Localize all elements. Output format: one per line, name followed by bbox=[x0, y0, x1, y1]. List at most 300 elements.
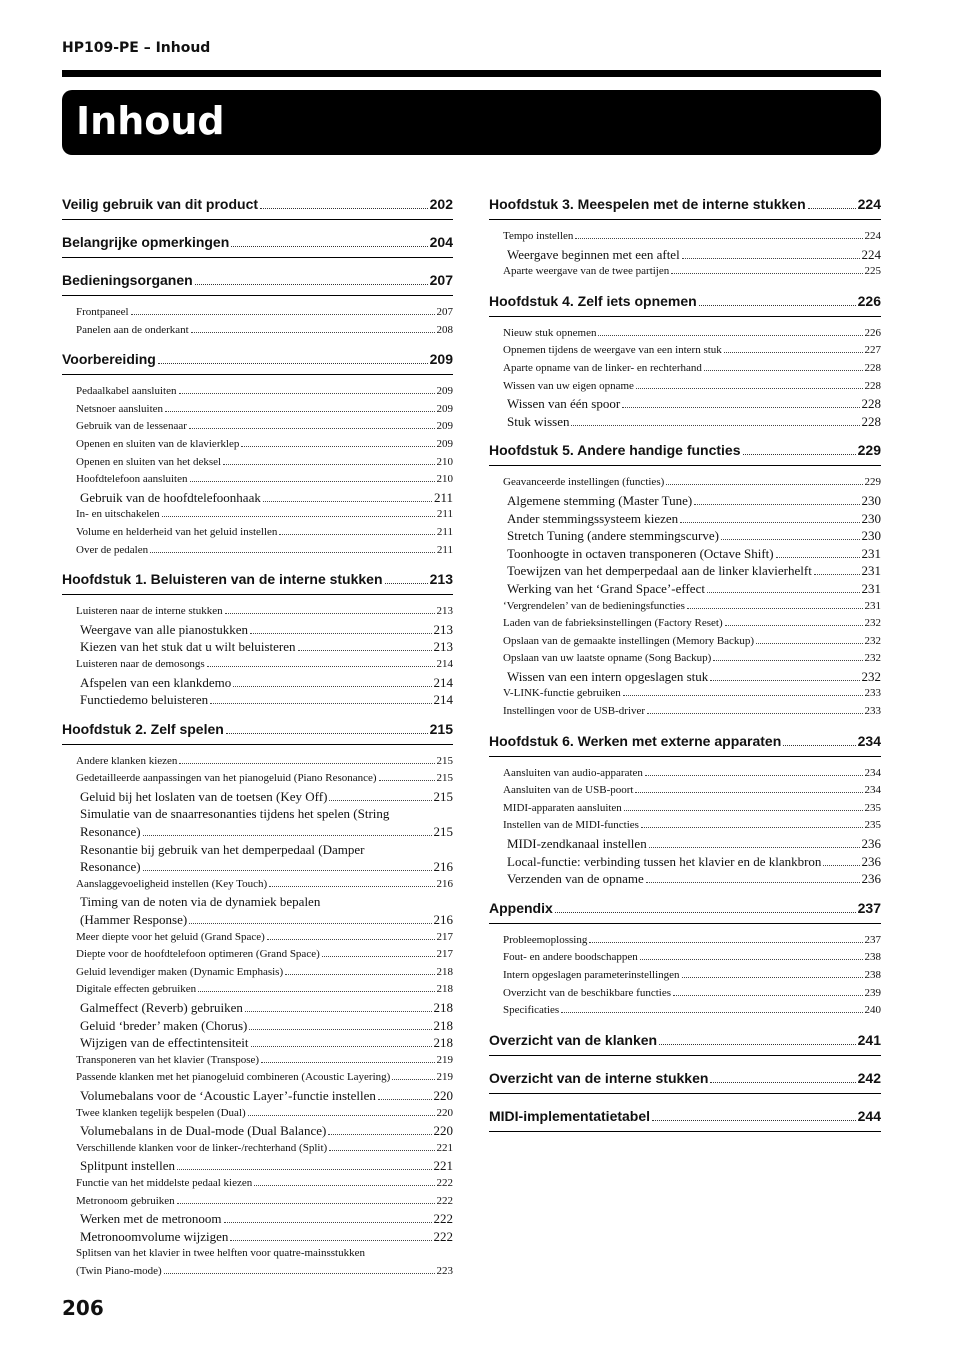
dot-leader bbox=[207, 666, 435, 667]
toc-entry[interactable] bbox=[489, 325, 881, 343]
entry-page: 230 bbox=[861, 492, 881, 508]
entry-page: 215 bbox=[436, 772, 453, 785]
entry-title: Tempo instellen bbox=[503, 230, 574, 242]
entry-page: 225 bbox=[864, 265, 881, 278]
entry-page: 233 bbox=[864, 687, 881, 700]
toc-entry[interactable] bbox=[62, 383, 453, 401]
section-page: 202 bbox=[429, 196, 453, 212]
entry-page: 231 bbox=[864, 599, 881, 612]
toc-section bbox=[62, 565, 453, 709]
entry-page: 237 bbox=[864, 933, 881, 946]
entry-page: 215 bbox=[433, 788, 453, 804]
entry-title: Werken met de metronoom bbox=[80, 1211, 222, 1227]
entry-title: Wissen van een intern opgeslagen stuk bbox=[507, 668, 709, 684]
entry-title: Geluid levendiger maken (Dynamic Emphasis) bbox=[76, 965, 284, 978]
toc-entry[interactable] bbox=[62, 418, 453, 436]
entry-title: Geluid bij het loslaten van de toetsen (Key Off) bbox=[80, 788, 328, 804]
dot-leader bbox=[623, 695, 863, 696]
toc-entry[interactable] bbox=[62, 603, 453, 621]
toc-entry[interactable] bbox=[489, 378, 881, 396]
toc-entry[interactable] bbox=[62, 999, 453, 1017]
entry-page: 234 bbox=[864, 766, 881, 779]
entry-page: 238 bbox=[864, 951, 881, 964]
toc-entry[interactable] bbox=[489, 932, 881, 950]
toc-entry[interactable] bbox=[62, 621, 453, 639]
toc-entry[interactable] bbox=[489, 360, 881, 378]
section-title: MIDI-implementatietabel bbox=[489, 1107, 651, 1124]
toc-entry[interactable] bbox=[489, 413, 881, 431]
entry-page: 213 bbox=[433, 621, 453, 637]
toc-section-heading[interactable] bbox=[489, 287, 881, 317]
dot-leader bbox=[177, 1169, 432, 1170]
dot-leader bbox=[589, 942, 862, 943]
toc-section-heading[interactable] bbox=[489, 1064, 881, 1094]
top-rule bbox=[62, 70, 881, 77]
entry-page: 219 bbox=[436, 1071, 453, 1084]
dot-leader bbox=[248, 1115, 435, 1116]
entry-title: Aanslaggevoeligheid instellen (Key Touch) bbox=[76, 877, 268, 890]
entry-page: 213 bbox=[436, 605, 453, 618]
dot-leader bbox=[776, 557, 860, 558]
toc-entry[interactable] bbox=[62, 656, 453, 674]
dot-leader bbox=[710, 1082, 855, 1083]
section-page: 244 bbox=[857, 1107, 881, 1124]
entry-page: 213 bbox=[433, 639, 453, 655]
entry-page: 220 bbox=[436, 1106, 453, 1119]
toc-section-heading[interactable] bbox=[489, 1102, 881, 1132]
dot-leader bbox=[635, 792, 862, 793]
toc-entry[interactable] bbox=[62, 893, 453, 928]
entry-title: Meer diepte voor het geluid (Grand Space) bbox=[76, 930, 265, 943]
entry-title: Instellingen voor de USB-driver bbox=[503, 705, 646, 718]
page-title: Inhoud bbox=[76, 99, 225, 143]
entry-page: 211 bbox=[436, 543, 453, 556]
toc-entry[interactable] bbox=[489, 870, 881, 888]
entry-page: 216 bbox=[433, 859, 453, 875]
toc-entry[interactable] bbox=[489, 650, 881, 668]
dot-leader bbox=[571, 425, 859, 426]
entry-title-continued: (Hammer Response) bbox=[80, 912, 188, 928]
entry-page: 234 bbox=[864, 784, 881, 797]
dot-leader bbox=[225, 613, 435, 614]
toc-entry[interactable] bbox=[62, 401, 453, 419]
entry-page: 211 bbox=[436, 508, 453, 521]
dot-leader bbox=[210, 703, 431, 704]
entry-title: Netsnoer aansluiten bbox=[76, 402, 164, 415]
entry-page: 217 bbox=[436, 948, 453, 961]
entry-title: Openen en sluiten van het deksel bbox=[76, 455, 222, 468]
section-title: Hoofdstuk 3. Meespelen met de interne stukken bbox=[489, 196, 806, 212]
entry-page: 239 bbox=[864, 986, 881, 999]
dot-leader bbox=[392, 1079, 434, 1080]
section-title: Hoofdstuk 5. Andere handige functies bbox=[489, 442, 741, 459]
toc-entry[interactable] bbox=[489, 395, 881, 413]
entry-page: 220 bbox=[433, 1087, 453, 1103]
toc-section bbox=[62, 266, 453, 339]
dot-leader bbox=[158, 363, 428, 364]
toc-entry[interactable] bbox=[62, 638, 453, 656]
section-page: 207 bbox=[429, 272, 453, 288]
toc-entry[interactable] bbox=[62, 454, 453, 472]
toc-entry[interactable] bbox=[62, 1052, 453, 1070]
section-title: Hoofdstuk 6. Werken met externe apparaten bbox=[489, 732, 782, 749]
toc-entry[interactable] bbox=[62, 489, 453, 507]
toc-entry[interactable] bbox=[62, 876, 453, 894]
entry-page: 229 bbox=[864, 476, 881, 489]
entry-title: Functiedemo beluisteren bbox=[80, 692, 209, 708]
entry-title: Local-functie: verbinding tussen het klavier en de klankbron bbox=[507, 853, 822, 869]
document-header: HP109-PE – Inhoud bbox=[62, 40, 211, 56]
toc-entry[interactable] bbox=[62, 805, 453, 840]
dot-leader bbox=[671, 273, 862, 274]
entry-title: Luisteren naar de interne stukken bbox=[76, 605, 223, 618]
entry-page: 218 bbox=[436, 983, 453, 996]
toc-entry[interactable] bbox=[489, 668, 881, 686]
entry-page: 228 bbox=[864, 379, 881, 392]
toc-section-heading[interactable] bbox=[62, 190, 453, 220]
toc-entry[interactable] bbox=[489, 545, 881, 563]
entry-page: 222 bbox=[436, 1194, 453, 1207]
dot-leader bbox=[756, 643, 862, 644]
entry-page: 236 bbox=[861, 853, 881, 869]
entry-title: Diepte voor de hoofdtelefoon optimeren (Grand Space) bbox=[76, 948, 320, 961]
entry-title: Pedaalkabel aansluiten bbox=[76, 385, 177, 398]
toc-entry[interactable] bbox=[489, 967, 881, 985]
section-title: Hoofdstuk 2. Zelf spelen bbox=[62, 720, 224, 737]
toc-entry[interactable] bbox=[489, 228, 881, 246]
toc-entry[interactable] bbox=[489, 527, 881, 545]
toc-entry[interactable] bbox=[62, 753, 453, 771]
entry-title: Timing van de noten via de dynamiek bepalen bbox=[80, 894, 321, 910]
dot-leader bbox=[249, 1029, 431, 1030]
dot-leader bbox=[162, 516, 435, 517]
toc-entry[interactable] bbox=[62, 981, 453, 999]
dot-leader bbox=[260, 208, 428, 209]
toc-section-heading[interactable] bbox=[62, 565, 453, 595]
toc-entry[interactable] bbox=[62, 1017, 453, 1035]
entry-page: 207 bbox=[436, 306, 453, 318]
toc-entry[interactable] bbox=[489, 949, 881, 967]
entry-title: Resonantie bij gebruik van het demperpedaal (Damper bbox=[80, 841, 365, 857]
entry-title: Gebruik van de lessenaar bbox=[76, 420, 187, 433]
entry-title: Gebruik van de hoofdtelefoonhaak bbox=[80, 489, 261, 505]
dot-leader bbox=[575, 238, 862, 239]
entry-title: Toonhoogte in octaven transponeren (Octave Shift) bbox=[507, 545, 774, 561]
dot-leader bbox=[649, 847, 860, 848]
toc-section bbox=[489, 287, 881, 431]
entry-title: Andere klanken kiezen bbox=[76, 754, 178, 767]
dot-leader bbox=[636, 388, 863, 389]
entry-title-continued: Resonance) bbox=[80, 824, 141, 840]
section-page: 213 bbox=[429, 571, 453, 588]
toc-section-heading[interactable] bbox=[62, 715, 453, 745]
entry-title: Wissen van één spoor bbox=[507, 396, 621, 412]
entry-page: 218 bbox=[433, 1035, 453, 1051]
toc-entry[interactable] bbox=[489, 703, 881, 721]
section-page: 237 bbox=[857, 899, 881, 916]
section-title: Appendix bbox=[489, 899, 553, 916]
entry-title: Transponeren van het klavier (Transpose) bbox=[76, 1053, 260, 1066]
toc-section bbox=[489, 727, 881, 888]
toc-section-heading[interactable] bbox=[62, 266, 453, 296]
toc-section-heading[interactable] bbox=[489, 436, 881, 466]
toc-entry[interactable] bbox=[62, 542, 453, 560]
entry-continuation bbox=[76, 1263, 453, 1281]
toc-entry[interactable] bbox=[62, 1193, 453, 1211]
dot-leader bbox=[640, 959, 863, 960]
entry-title: Volume en helderheid van het geluid instellen bbox=[76, 525, 278, 538]
toc-entry[interactable] bbox=[489, 1002, 881, 1020]
dot-leader bbox=[699, 305, 856, 306]
toc-entry[interactable] bbox=[62, 506, 453, 524]
entry-page: 216 bbox=[433, 912, 453, 928]
entry-title: Laden van de fabrieksinstellingen (Factory Reset) bbox=[503, 617, 723, 630]
toc-section-heading[interactable] bbox=[489, 1026, 881, 1056]
toc-section bbox=[489, 894, 881, 1020]
toc-entry[interactable] bbox=[489, 562, 881, 580]
toc-entry[interactable] bbox=[62, 788, 453, 806]
toc-entry[interactable] bbox=[489, 263, 881, 281]
section-title: Overzicht van de klanken bbox=[489, 1031, 658, 1048]
entry-title: Volumebalans voor de ‘Acoustic Layer’-functie instellen bbox=[80, 1087, 376, 1103]
dot-leader bbox=[198, 991, 434, 992]
toc-section bbox=[489, 1064, 881, 1094]
toc-entry[interactable] bbox=[489, 510, 881, 528]
dot-leader bbox=[687, 608, 863, 609]
dot-leader bbox=[680, 522, 859, 523]
dot-leader bbox=[131, 314, 435, 315]
dot-leader bbox=[704, 370, 863, 371]
dot-leader bbox=[322, 956, 435, 957]
entry-page: 208 bbox=[436, 323, 453, 336]
toc-entry[interactable] bbox=[62, 1034, 453, 1052]
toc-entry[interactable] bbox=[489, 633, 881, 651]
dot-leader bbox=[226, 733, 428, 734]
dot-leader bbox=[823, 865, 859, 866]
toc-entry[interactable] bbox=[62, 1105, 453, 1123]
dot-leader bbox=[624, 810, 863, 811]
dot-leader bbox=[190, 481, 435, 482]
entry-title: Twee klanken tegelijk bespelen (Dual) bbox=[76, 1106, 246, 1119]
toc-entry[interactable] bbox=[489, 800, 881, 818]
entry-page: 228 bbox=[861, 396, 881, 412]
entry-title: Wijzigen van de effectintensiteit bbox=[80, 1035, 249, 1051]
entry-title: Fout- en andere boodschappen bbox=[503, 951, 638, 964]
entry-page: 209 bbox=[436, 402, 453, 415]
toc-section-heading[interactable] bbox=[62, 228, 453, 258]
toc-section-heading[interactable] bbox=[62, 345, 453, 375]
dot-leader bbox=[195, 284, 428, 285]
dot-leader bbox=[641, 827, 863, 828]
section-title: Bedieningsorganen bbox=[62, 272, 193, 288]
entry-title: Geluid ‘breder’ maken (Chorus) bbox=[80, 1017, 248, 1033]
section-page: 215 bbox=[429, 720, 453, 737]
toc-right-column bbox=[489, 190, 881, 1140]
entry-title: Volumebalans in de Dual-mode (Dual Balance) bbox=[80, 1123, 327, 1139]
entry-title: Gedetailleerde aanpassingen van het pianogeluid (Piano Resonance) bbox=[76, 772, 377, 785]
entry-page: 226 bbox=[864, 326, 881, 339]
entry-title: Over de pedalen bbox=[76, 543, 149, 556]
entry-page: 211 bbox=[436, 525, 453, 538]
dot-leader bbox=[329, 1150, 434, 1151]
entry-title: Specificaties bbox=[503, 1004, 560, 1017]
dot-leader bbox=[645, 775, 863, 776]
entry-page: 218 bbox=[433, 1000, 453, 1015]
entry-continuation bbox=[80, 911, 453, 929]
toc-section-heading[interactable] bbox=[489, 727, 881, 757]
toc-entry[interactable] bbox=[489, 685, 881, 703]
dot-leader bbox=[191, 332, 435, 333]
entry-page: 224 bbox=[864, 230, 881, 242]
entry-title: Stretch Tuning (andere stemmingscurve) bbox=[507, 528, 719, 544]
toc-entry[interactable] bbox=[62, 322, 453, 340]
dot-leader bbox=[165, 411, 434, 412]
dot-leader bbox=[233, 686, 431, 687]
entry-continuation bbox=[80, 858, 453, 876]
entry-page: 209 bbox=[436, 420, 453, 433]
section-title: Hoofdstuk 1. Beluisteren van de interne stukken bbox=[62, 571, 383, 588]
toc-entry[interactable] bbox=[489, 853, 881, 871]
toc-entry[interactable] bbox=[62, 1140, 453, 1158]
entry-title: MIDI-zendkanaal instellen bbox=[507, 836, 647, 852]
entry-page: 228 bbox=[861, 413, 881, 429]
toc-entry[interactable] bbox=[62, 304, 453, 322]
dot-leader bbox=[179, 393, 435, 394]
entry-page: 231 bbox=[861, 580, 881, 596]
dot-leader bbox=[721, 539, 860, 540]
dot-leader bbox=[328, 1134, 431, 1135]
entry-title: Splitpunt instellen bbox=[80, 1158, 175, 1174]
toc-entry[interactable] bbox=[489, 342, 881, 360]
toc-entry[interactable] bbox=[62, 1210, 453, 1228]
toc-section-heading[interactable] bbox=[489, 894, 881, 924]
toc-entry[interactable] bbox=[489, 598, 881, 616]
toc-entry[interactable] bbox=[62, 1157, 453, 1175]
dot-leader bbox=[230, 1240, 431, 1241]
dot-leader bbox=[743, 454, 856, 455]
toc-entry[interactable] bbox=[62, 929, 453, 947]
dot-leader bbox=[254, 1185, 434, 1186]
toc-entry[interactable] bbox=[62, 1122, 453, 1140]
dot-leader bbox=[622, 407, 859, 408]
entry-title: Instellen van de MIDI-functies bbox=[503, 819, 639, 832]
dot-leader bbox=[269, 886, 434, 887]
entry-title: Hoofdtelefoon aansluiten bbox=[76, 473, 188, 486]
toc-entry[interactable] bbox=[62, 841, 453, 876]
toc-section bbox=[489, 190, 881, 281]
entry-title: Aparte opname van de linker- en rechterhand bbox=[503, 361, 702, 374]
entry-title: Toewijzen van het demperpedaal aan de linker klavierhelft bbox=[507, 563, 812, 579]
toc-entry[interactable] bbox=[489, 474, 881, 492]
entry-page: 222 bbox=[433, 1228, 453, 1244]
toc-entry[interactable] bbox=[62, 436, 453, 454]
entry-title: Stuk wissen bbox=[507, 413, 570, 429]
entry-page: 210 bbox=[436, 473, 453, 486]
entry-page: 216 bbox=[436, 877, 453, 890]
toc-entry[interactable] bbox=[62, 471, 453, 489]
dot-leader bbox=[682, 258, 860, 259]
toc-entry[interactable] bbox=[62, 1087, 453, 1105]
toc-entry[interactable] bbox=[489, 782, 881, 800]
section-title: Veilig gebruik van dit product bbox=[62, 196, 259, 212]
toc-entry[interactable] bbox=[62, 674, 453, 692]
dot-leader bbox=[250, 633, 431, 634]
toc-section bbox=[489, 1026, 881, 1056]
toc-entry[interactable] bbox=[62, 946, 453, 964]
entry-title: Simulatie van de snaarresonanties tijdens het spelen (String bbox=[80, 806, 390, 822]
toc-entry[interactable] bbox=[62, 964, 453, 982]
entry-title: Metronoom gebruiken bbox=[76, 1194, 175, 1207]
dot-leader bbox=[710, 680, 859, 681]
section-page: 242 bbox=[857, 1069, 881, 1086]
page-number: 206 bbox=[62, 1296, 104, 1320]
toc-entry[interactable] bbox=[62, 691, 453, 709]
toc-entry[interactable] bbox=[62, 1069, 453, 1087]
toc-entry[interactable] bbox=[489, 817, 881, 835]
dot-leader bbox=[150, 552, 435, 553]
entry-title: Geavanceerde instellingen (functies) bbox=[503, 476, 665, 489]
dot-leader bbox=[598, 335, 862, 336]
entry-page: 230 bbox=[861, 510, 881, 526]
entry-title: Verzenden van de opname bbox=[507, 871, 644, 887]
toc-entry[interactable] bbox=[62, 770, 453, 788]
toc-entry[interactable] bbox=[489, 835, 881, 853]
dot-leader bbox=[561, 1012, 862, 1013]
toc-entry[interactable] bbox=[62, 1245, 453, 1280]
entry-page: 227 bbox=[864, 344, 881, 357]
toc-entry[interactable] bbox=[489, 985, 881, 1003]
entry-title: MIDI-apparaten aansluiten bbox=[503, 801, 622, 814]
entry-page: 231 bbox=[861, 563, 881, 579]
dot-leader bbox=[241, 446, 434, 447]
toc-entry[interactable] bbox=[489, 246, 881, 264]
entry-page: 222 bbox=[436, 1176, 453, 1189]
entry-page: 209 bbox=[436, 437, 453, 450]
entry-title: Opnemen tijdens de weergave van een intern stuk bbox=[503, 344, 722, 357]
entry-title: Digitale effecten gebruiken bbox=[76, 983, 197, 996]
toc-section bbox=[489, 1102, 881, 1132]
entry-title: Functie van het middelste pedaal kiezen bbox=[76, 1176, 253, 1189]
dot-leader bbox=[143, 835, 432, 836]
toc-entry[interactable] bbox=[62, 1175, 453, 1193]
entry-title-continued: (Twin Piano-mode) bbox=[76, 1264, 162, 1277]
dot-leader bbox=[267, 939, 435, 940]
dot-leader bbox=[713, 660, 862, 661]
entry-title: Intern opgeslagen parameterinstellingen bbox=[503, 969, 680, 981]
entry-title: Probleemoplossing bbox=[503, 933, 588, 946]
dot-leader bbox=[814, 574, 860, 575]
entry-page: 221 bbox=[436, 1141, 453, 1154]
dot-leader bbox=[164, 1273, 435, 1274]
dot-leader bbox=[694, 504, 859, 505]
entry-title: Weergave van alle pianostukken bbox=[80, 621, 249, 637]
toc-section-heading[interactable] bbox=[489, 190, 881, 220]
toc-entry[interactable] bbox=[489, 492, 881, 510]
toc-entry[interactable] bbox=[62, 524, 453, 542]
toc-entry[interactable] bbox=[489, 580, 881, 598]
entry-title: Passende klanken met het pianogeluid combineren (Acoustic Layering) bbox=[76, 1071, 391, 1084]
dot-leader bbox=[251, 1046, 432, 1047]
dot-leader bbox=[177, 1203, 435, 1204]
toc-entry[interactable] bbox=[489, 615, 881, 633]
toc-entry[interactable] bbox=[489, 765, 881, 783]
entry-title: Aansluiten van de USB-poort bbox=[503, 784, 634, 797]
dot-leader bbox=[224, 1222, 432, 1223]
entry-page: 215 bbox=[433, 824, 453, 840]
dot-leader bbox=[189, 428, 435, 429]
entry-page: 223 bbox=[436, 1264, 453, 1277]
toc-entry[interactable] bbox=[62, 1228, 453, 1246]
